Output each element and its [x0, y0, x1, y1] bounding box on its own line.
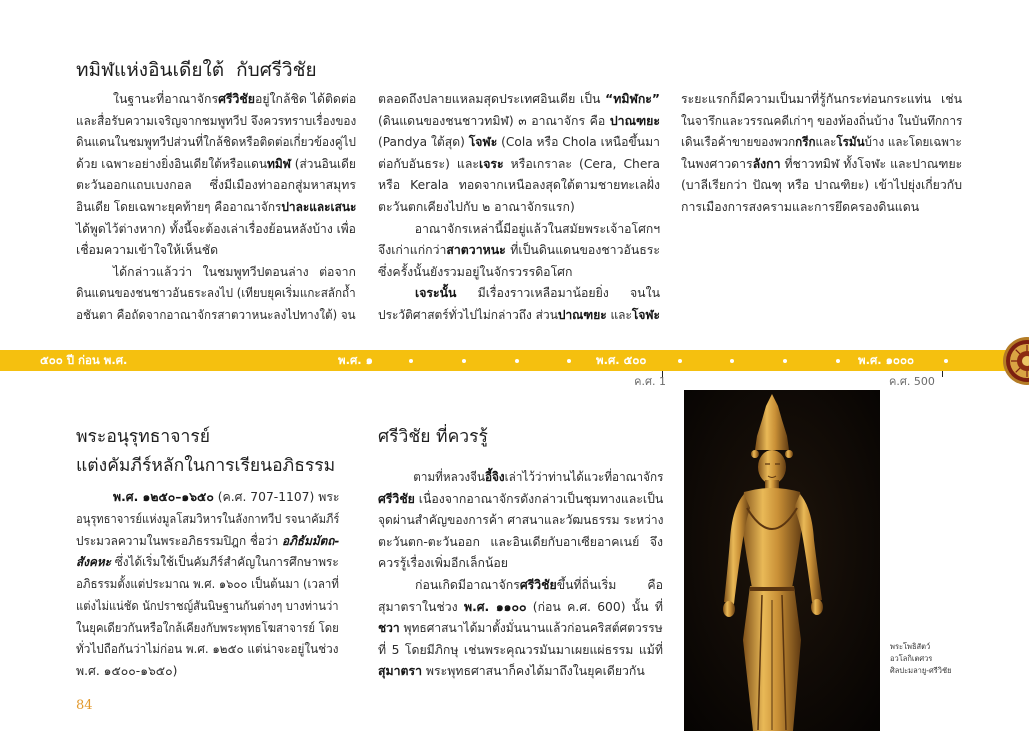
text-line [76, 552, 339, 574]
bold-italic-text: อภิธัมมัตถ- [281, 533, 340, 548]
bold-text: ลังกา [752, 156, 781, 171]
bold-text: เจระนั้น [415, 286, 457, 301]
text-run: ประมวลความในพระอภิธรรมปิฎก ชื่อว่า [76, 533, 282, 548]
text-run: ที่ชาวทมิฬ ทั้งโจฬะ และปาณฑยะ [780, 156, 963, 171]
bold-text: สุมาตรา [378, 664, 423, 679]
anuruddha-body [76, 487, 339, 683]
text-run: อาณาจักรเหล่านี้มีอยู่แล้วในสมัยพระเจ้าอโศกฯ [414, 221, 661, 236]
text-line [378, 283, 660, 305]
timeline-bar [0, 350, 1029, 371]
timeline-dot [409, 359, 413, 363]
text-line [378, 154, 660, 176]
bold-text: “ทมิฬกะ” [605, 92, 660, 106]
text-run: (ก่อน ค.ศ. 600) นั้น ที่ [526, 599, 663, 614]
text-line [378, 111, 660, 133]
bold-text: โจฬะ [631, 307, 660, 322]
text-run: ตะวันตก-ตะวันออก และอินเดียกับอาเซียอาคเนย์ จึง [378, 534, 663, 549]
text-run: เดินเรือค้าขายของพวก [681, 135, 796, 150]
bold-text: สาตวาหนะ [446, 243, 506, 258]
bold-text: โจฬะ [468, 135, 498, 150]
paragraph [76, 487, 339, 683]
bold-text: เจระ [479, 156, 504, 171]
text-run: ต่อกับอันธระ) และ [378, 156, 479, 171]
text-run: อภิธรรมตั้งแต่ประมาณ พ.ศ. ๑๖๐๐ เป็นต้นมา (เวลาที่ [76, 577, 339, 591]
text-run: ควรรู้เรื่องเพิ่มอีกเล็กน้อย [378, 556, 508, 571]
bold-text: ปาณฑยะ [557, 307, 607, 322]
timeline-ce-label: ค.ศ. 500 [889, 375, 935, 388]
text-run: อินเดีย โดยเฉพาะยุคท้ายๆ คืออาณาจักร [76, 199, 282, 214]
text-line [76, 531, 340, 553]
section-title-srivijaya: ศรีวิชัย ที่ควรรู้ [378, 427, 488, 447]
text-run: ตามที่หลวงจีน [413, 470, 486, 484]
paragraph [378, 467, 663, 575]
timeline-dot [567, 359, 571, 363]
text-line [378, 532, 663, 554]
text-run: ทั่วไปถือกันว่าไม่ก่อน พ.ศ. ๑๒๕๐ แต่น่าจะอยู่ในช่วง [76, 642, 339, 657]
text-run: ในฐานะที่อาณาจักร [113, 92, 219, 106]
text-run: ตะวันออกแถบเบงกอล ซึ่งมีเมืองท่าออกสู่มหาสมุทร [76, 178, 356, 193]
text-line [378, 575, 663, 597]
text-line [681, 175, 962, 197]
timeline-label: พ.ศ. ๑ [338, 353, 373, 367]
bold-text: ปาละและเสนะ [281, 199, 357, 214]
photo-caption [890, 641, 951, 677]
text-run: (Cola หรือ Chola เหนือขึ้นมา [497, 135, 660, 150]
text-run: บ้าง และโดยเฉพาะ [864, 135, 962, 150]
text-run: และ [815, 135, 837, 150]
paragraph [681, 89, 962, 219]
text-run: พ.ศ. ๑๕๐๐-๑๖๕๐) [76, 664, 178, 678]
text-line [681, 154, 962, 176]
text-line [378, 219, 661, 241]
text-line [76, 639, 339, 661]
text-line [378, 467, 664, 489]
text-run: ด้วย เฉพาะอย่างยิ่งอินเดียใต้หรือแดน [76, 156, 268, 171]
paragraph [378, 89, 660, 219]
text-line [681, 111, 963, 133]
text-line [378, 640, 663, 662]
text-line [76, 111, 357, 133]
text-run: (ส่วนอินเดีย [290, 156, 356, 171]
tamil-column-1 [76, 89, 356, 327]
timeline-dot [783, 359, 787, 363]
timeline-label: พ.ศ. ๕๐๐ [596, 353, 647, 367]
text-line [76, 197, 357, 219]
section-title-anuruddha [76, 423, 335, 481]
text-line [681, 197, 962, 219]
text-line [378, 132, 660, 154]
text-line [76, 509, 340, 531]
text-line [378, 262, 660, 284]
paragraph [76, 262, 356, 327]
text-line [76, 219, 356, 241]
text-line [378, 489, 663, 511]
text-line [76, 89, 356, 111]
text-line [76, 596, 339, 618]
text-run: แต่งไม่แน่ชัด นักปราชญ์สันนิษฐานกันต่างๆ บางท่านว่า [76, 598, 339, 613]
timeline-dot [515, 359, 519, 363]
text-run: และสื่อรับความเจริญจากชมพูทวีป จึงควรทราบเรื่องของ [76, 113, 357, 128]
caption-line: ศิลปะมลายู-ศรีวิชัย [890, 666, 952, 675]
caption-line: พระโพธิสัตว์ [890, 642, 931, 651]
timeline-dot [730, 359, 734, 363]
text-run: ดินแดนของชนชาวอันธระลงไป (เทียบยุคเริ่มแกะสลักถ้ำ [76, 286, 356, 301]
bodhisattva-statue-photo [684, 390, 880, 731]
text-line [378, 597, 663, 619]
text-line [378, 661, 663, 683]
text-line [378, 618, 663, 640]
text-line [378, 89, 660, 111]
text-line [76, 154, 356, 176]
text-line [76, 618, 339, 640]
tamil-column-2 [378, 89, 660, 327]
text-run: (บาลีเรียกว่า ปัณฑุ หรือ ปาณฑิยะ) เข้าไปยุ่งเกี่ยวกับ [681, 178, 962, 193]
text-run: อยู่ใกล้ชิด ได้ติดต่อ [254, 92, 357, 106]
text-run: ที่ 5 โดยมีภิกษุ เช่นพระคุณวรมันมาเผยแผ่ธรรม แม้ที่ [378, 642, 663, 657]
text-run: ในยุคเดียวกันหรือใกล้เคียงกับพระพุทธโฆสาจารย์ โดย [76, 620, 339, 635]
caption-line: อวโลกิเตศวร [890, 654, 933, 663]
text-run: เนื่องจากอาณาจักรดังกล่าวเป็นชุมทางและเป็น [414, 491, 664, 506]
text-run: หรือเกราละ (Cera, Chera [503, 156, 661, 171]
timeline-tick [942, 371, 943, 377]
text-run: เล่าไว้ว่าท่านได้แวะที่อาณาจักร [504, 470, 664, 484]
text-run: (ดินแดนของชนชาวทมิฬ) ๓ อาณาจักร คือ [378, 113, 610, 128]
bold-text: กรีก [795, 135, 816, 150]
text-run: ซึ่งได้เริ่มใช้เป็นคัมภีร์สำคัญในการศึกษาพระ [110, 555, 339, 570]
timeline-dot [944, 359, 948, 363]
text-line [76, 283, 356, 305]
text-run: ประวัติศาสตร์ทั่วไปไม่กล่าวถึง ส่วน [378, 307, 558, 322]
title-line: แต่งคัมภีร์หลักในการเรียนอภิธรรม [76, 456, 336, 476]
text-run: ที่เป็นดินแดนของชาวอันธระ [505, 243, 660, 258]
section-title-tamil: ทมิฬแห่งอินเดียใต้ กับศรีวิชัย [76, 59, 317, 81]
text-line [378, 197, 660, 219]
text-line [76, 132, 356, 154]
paragraph [378, 219, 660, 284]
tamil-column-3 [681, 89, 962, 219]
text-line [378, 175, 660, 197]
bold-text: ศรีวิชัย [519, 577, 557, 592]
bold-text: พ.ศ. ๑๑๐๐ [463, 599, 527, 614]
timeline-label: ๕๐๐ ปี ก่อน พ.ศ. [40, 353, 128, 367]
timeline-dot [836, 359, 840, 363]
page-number: 84 [76, 698, 93, 713]
bold-text: พ.ศ. ๑๒๕๐–๑๖๕๐ [113, 490, 214, 504]
text-run: พุทธศาสนาได้มาตั้งมั่นนานแล้วก่อนคริสต์ศตวรรษ [399, 621, 663, 636]
text-line [681, 132, 962, 154]
text-run: (ค.ศ. 707-1107) พระ [213, 490, 340, 504]
text-run: จุดผ่านสำคัญของการค้า ศาสนาและวัฒนธรรม ระหว่าง [378, 513, 664, 528]
text-run: และ [606, 307, 632, 322]
timeline-dot [462, 359, 466, 363]
text-run: อชันตา คือถัดจากอาณาจักรสาตวาหนะลงไปทางใต้) จน [76, 307, 356, 322]
text-run: ก่อนเกิดมีอาณาจักร [415, 577, 520, 592]
text-line [378, 305, 660, 327]
title-line: พระอนุรุทธาจารย์ [76, 427, 210, 447]
text-run: ในพงศาวดาร [681, 156, 753, 171]
text-line [76, 487, 339, 509]
text-line [681, 89, 962, 111]
text-line [76, 305, 356, 327]
text-line [76, 574, 339, 596]
bold-text: โรมัน [836, 135, 865, 150]
timeline-label: พ.ศ. ๑๐๐๐ [858, 353, 914, 367]
bold-text: ศรีวิชัย [378, 491, 415, 506]
dharma-wheel-medallion-icon [1001, 335, 1029, 387]
timeline-ce-label: ค.ศ. 1 [634, 375, 666, 388]
bold-text: ชวา [378, 621, 400, 636]
text-run: ในจารึกและวรรณคดีเก่าๆ ของท้องถิ่นบ้าง ในบันทึกการ [681, 113, 963, 128]
text-run: ได้พูดไว้ต่างหาก) ทั้งนี้จะต้องเล่าเรื่องย้อนหลังบ้าง เพื่อ [76, 221, 356, 236]
bold-italic-text: สังคหะ [76, 555, 111, 570]
paragraph [378, 283, 660, 326]
text-run: การเมืองการสงครามและการยึดครองดินแดน [681, 199, 920, 214]
text-line [378, 240, 660, 262]
bold-text: ปาณฑยะ [609, 113, 660, 128]
text-run: หรือ Kerala ทอดจากเหนือลงสุดใต้ตามชายทะเลฝั่ง [378, 178, 660, 193]
timeline-dot [678, 359, 682, 363]
text-line [76, 240, 356, 262]
text-line [76, 661, 339, 683]
text-line [76, 262, 356, 284]
text-run: อนุรุทธาจารย์แห่งมูลโสมวิหารในลังกาทวีป รจนาคัมภีร์ [76, 511, 340, 526]
text-run: (Pandya ใต้สุด) [378, 135, 469, 150]
text-run: พระพุทธศาสนาก็คงได้มาถึงในยุคเดียวกัน [422, 664, 645, 679]
text-run: มีเรื่องราวเหลือมาน้อยยิ่ง จนใน [456, 286, 660, 301]
text-line [378, 553, 663, 575]
text-run: ตลอดถึงปลายแหลมสุดประเทศอินเดีย เป็น [378, 92, 606, 106]
text-run: ซึ่งครั้งนั้นยังรวมอยู่ในจักรวรรดิอโศก [378, 264, 573, 279]
text-run: ได้กล่าวแล้วว่า ในชมพูทวีปตอนล่าง ต่อจาก [113, 264, 356, 279]
text-run: สุมาตราในช่วง [378, 599, 464, 614]
text-run: ตะวันตกเคียงไปกับ ๒ อาณาจักรแรก) [378, 199, 575, 214]
bold-text: ทมิฬ [267, 156, 291, 171]
bold-text: ศรีวิชัย [218, 92, 255, 106]
paragraph [76, 89, 356, 262]
text-line [76, 175, 356, 197]
bold-text: อี้จิง [485, 470, 505, 484]
text-run: ขึ้นที่ถิ่นเริ่ม คือ [556, 577, 663, 592]
text-line [378, 510, 664, 532]
srivijaya-body [378, 467, 663, 683]
text-run: ดินแดนในชมพูทวีปส่วนที่ใกล้ชิดหรือติดต่อเกี่ยวข้องคู่ไป [76, 135, 356, 150]
text-run: จึงเก่าแก่กว่า [378, 243, 447, 258]
text-run: เชื่อมความเข้าใจให้เห็นชัด [76, 243, 219, 258]
paragraph [378, 575, 663, 683]
text-run: ระยะแรกก็มีความเป็นมาที่รู้กันกระท่อนกระแท่น เช่น [681, 92, 962, 106]
